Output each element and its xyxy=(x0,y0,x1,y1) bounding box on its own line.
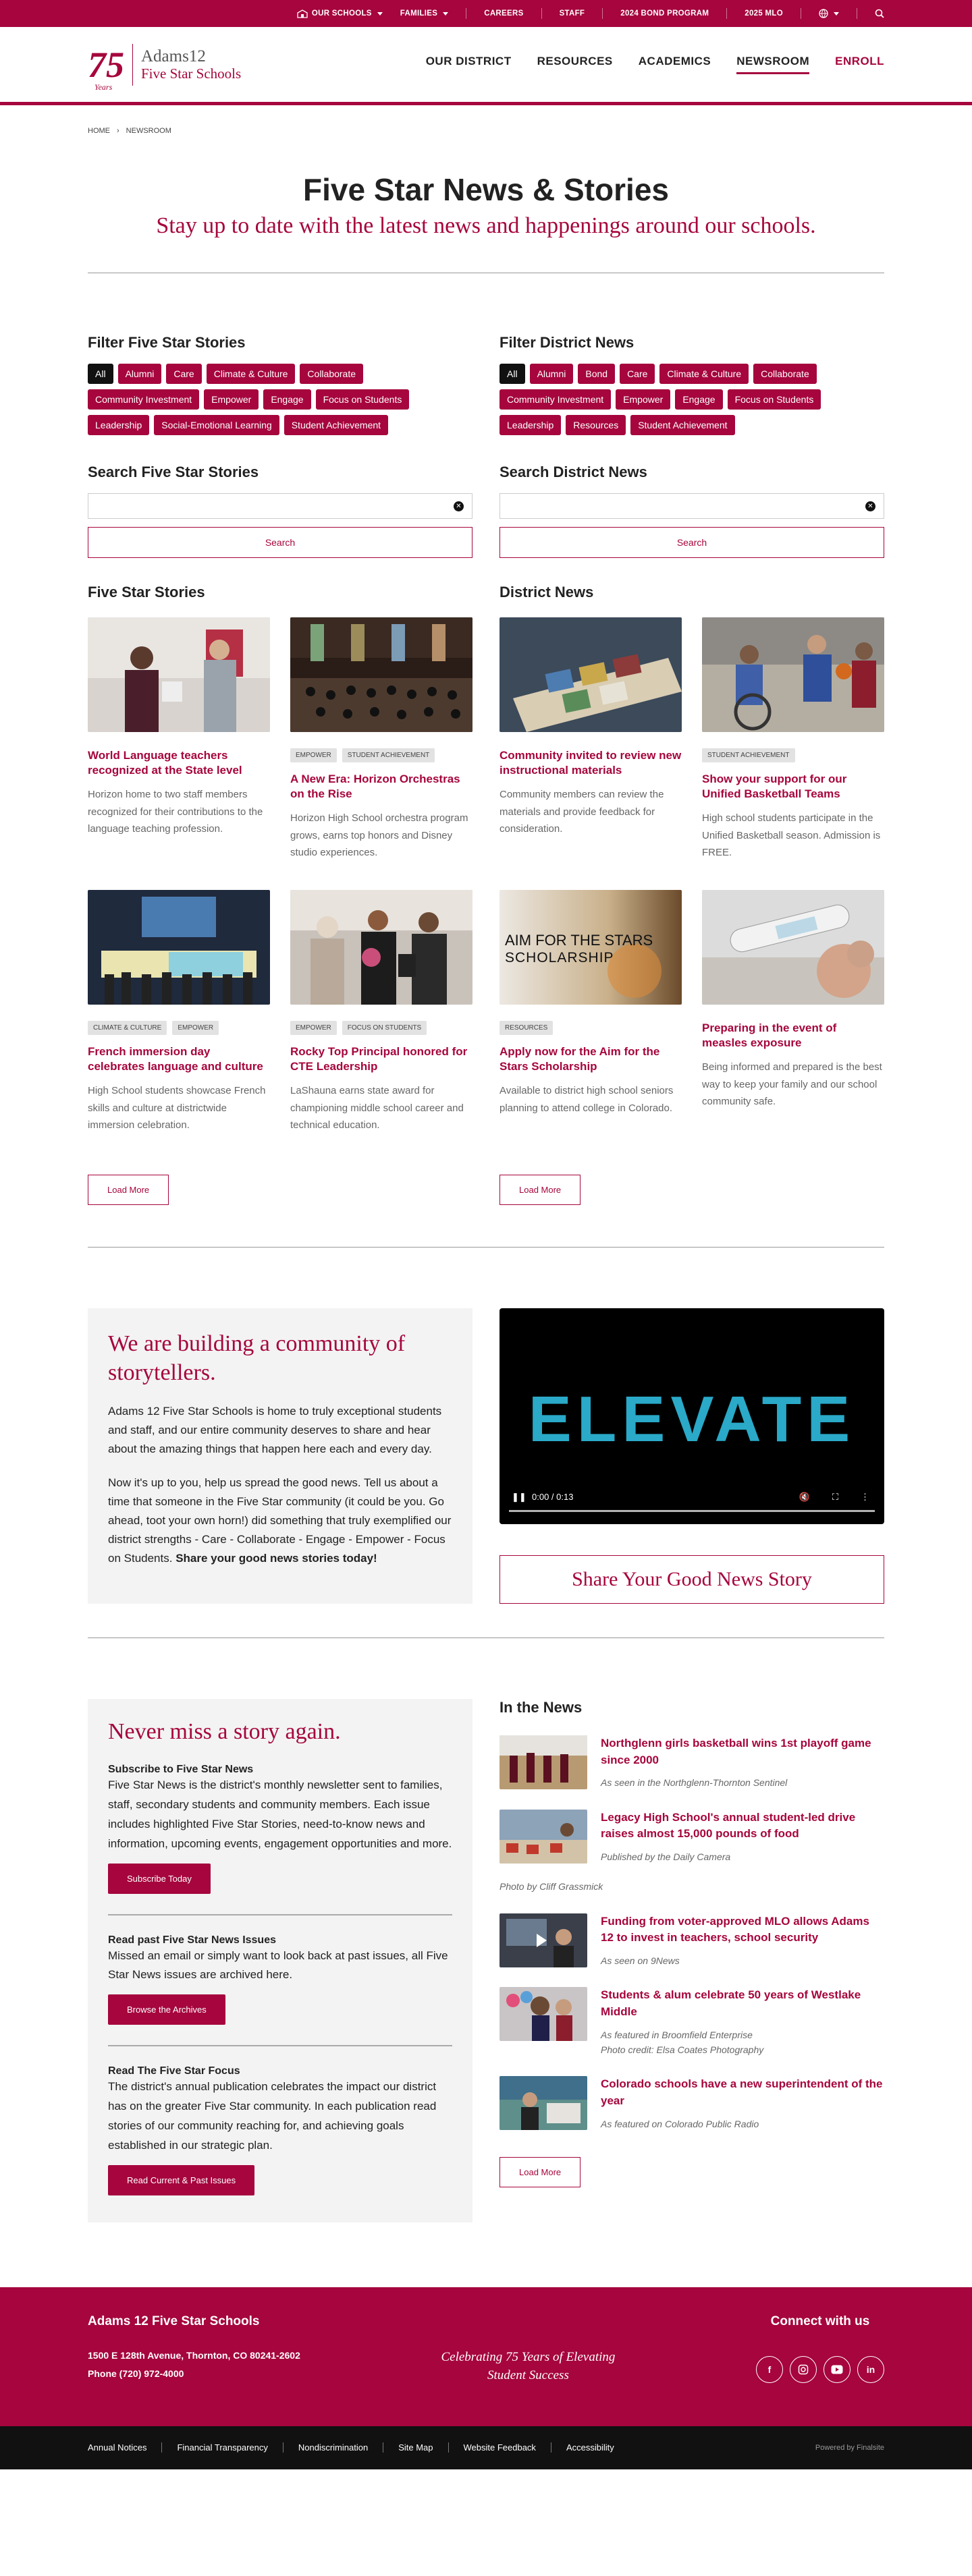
footer-link-site-map[interactable]: Site Map xyxy=(383,2442,448,2453)
news-desc: Being informed and prepared is the best way to keep your family and our school community safe. xyxy=(702,1061,882,1108)
search-input[interactable] xyxy=(88,493,473,519)
footer-link-financial[interactable]: Financial Transparency xyxy=(161,2442,282,2453)
filter-tag-sel[interactable]: Social-Emotional Learning xyxy=(154,415,279,435)
news-card[interactable] xyxy=(500,890,682,1163)
logo-line-1: Adams12 xyxy=(141,47,206,66)
nav-enroll[interactable]: ENROLL xyxy=(835,55,884,67)
news-item-title[interactable]: Funding from voter-approved MLO allows Adams 12 to invest in teachers, school security xyxy=(601,1914,869,1944)
filter-tag-community-investment[interactable]: Community Investment xyxy=(500,389,611,410)
storytellers-section xyxy=(0,1308,972,1604)
filter-title: Filter Five Star Stories xyxy=(88,334,246,351)
footer-link-annual-notices[interactable]: Annual Notices xyxy=(88,2442,147,2453)
news-thumbnail xyxy=(500,1810,587,1864)
news-item[interactable] xyxy=(500,1987,884,2057)
story-card[interactable] xyxy=(290,890,473,1163)
video-controls xyxy=(500,1484,884,1524)
district-news xyxy=(500,584,884,1205)
school-building-icon xyxy=(297,9,308,18)
search-button[interactable]: Search xyxy=(500,527,884,558)
logo-line-2: Five Star Schools xyxy=(141,65,242,82)
news-thumbnail xyxy=(500,1913,587,1967)
filter-tag-alumni[interactable]: Alumni xyxy=(530,364,574,384)
chevron-right-icon: › xyxy=(117,127,119,135)
mlo-link[interactable]: 2025 MLO xyxy=(745,9,783,18)
video-time: 0:00 / 0:13 xyxy=(532,1492,574,1502)
nav-our-district[interactable]: OUR DISTRICT xyxy=(425,55,512,67)
filter-tag-resources[interactable]: Resources xyxy=(566,415,626,435)
play-icon[interactable]: ❚❚ xyxy=(512,1492,526,1502)
news-thumbnail xyxy=(500,1735,587,1789)
story-title[interactable]: French immersion day celebrates language and culture xyxy=(88,1045,263,1073)
news-item-text xyxy=(601,1987,884,2057)
filter-tag-all[interactable]: All xyxy=(88,364,113,384)
footer-address: 1500 E 128th Avenue, Thornton, CO 80241-2602 xyxy=(88,2349,300,2361)
story-title[interactable]: World Language teachers recognized at the State level xyxy=(88,749,242,777)
news-item-source: As seen in the Northglenn-Thornton Sentinel xyxy=(601,1777,788,1789)
nav-newsroom[interactable]: NEWSROOM xyxy=(736,55,809,74)
news-desc: Community members can review the materials and provide feedback for consideration. xyxy=(500,789,664,835)
video-player[interactable] xyxy=(500,1308,884,1524)
linkedin-icon[interactable]: in xyxy=(857,2356,884,2383)
news-item[interactable] xyxy=(500,2076,884,2131)
news-item-credit: Photo credit: Elsa Coates Photography xyxy=(601,2044,764,2056)
story-image xyxy=(290,617,473,732)
footer-tagline xyxy=(441,2348,615,2426)
district-filter xyxy=(500,334,884,558)
section-divider xyxy=(88,1637,884,1638)
hero xyxy=(0,135,972,239)
filter-tag-alumni[interactable]: Alumni xyxy=(118,364,162,384)
subscribe-button[interactable]: Subscribe Today xyxy=(108,1864,211,1894)
focus-body: The district's annual publication celebrates the impact our district has on the greater Five Star community. In each publication read stories of our community reaching for, and achieving goals established in our strategic plan. xyxy=(108,2080,437,2152)
story-badge[interactable]: EMPOWER xyxy=(172,1021,219,1035)
filter-tag-focus-on-students[interactable]: Focus on Students xyxy=(316,389,410,410)
filter-title: Filter District News xyxy=(500,334,634,351)
newsletter-title: Never miss a story again. xyxy=(108,1719,341,1744)
logo-wordmark xyxy=(141,48,241,80)
news-item-title[interactable]: Legacy High School's annual student-led drive raises almost 15,000 pounds of food xyxy=(601,1810,856,1841)
divider xyxy=(602,8,603,19)
news-badges xyxy=(702,748,884,762)
search-title: Search District News xyxy=(500,464,647,480)
search-title: Search Five Star Stories xyxy=(88,464,259,480)
section-title: Five Star Stories xyxy=(88,584,205,600)
bottom-bar xyxy=(0,2426,972,2469)
storytellers-box xyxy=(88,1308,473,1604)
news-image xyxy=(702,890,884,1005)
staff-link[interactable]: STAFF xyxy=(559,9,585,18)
news-badges xyxy=(500,1021,682,1035)
story-image xyxy=(88,617,270,732)
main-nav xyxy=(426,55,884,74)
storytellers-title: We are building a community of storytellers. xyxy=(108,1331,406,1385)
search-input[interactable] xyxy=(500,493,884,519)
browse-archives-button[interactable]: Browse the Archives xyxy=(108,1994,225,2025)
footer-social xyxy=(756,2314,884,2426)
past-issues-body: Missed an email or simply want to look back at past issues, all Five Star News issues are archived here. xyxy=(108,1949,448,1982)
video-progress-bar[interactable] xyxy=(509,1510,875,1512)
footer-tagline-line-1: Celebrating 75 Years of Elevating xyxy=(441,2349,616,2364)
video-title-card: ELEVATE xyxy=(528,1383,856,1455)
scholarship-image-line-1: AIM FOR THE STARS xyxy=(505,932,653,949)
filter-tag-collaborate[interactable]: Collaborate xyxy=(753,364,817,384)
breadcrumb xyxy=(0,105,972,135)
story-badges xyxy=(290,748,473,762)
footer-link-feedback[interactable]: Website Feedback xyxy=(448,2442,551,2453)
section-divider xyxy=(88,1247,884,1248)
news-item-source: As seen on 9News xyxy=(601,1955,680,1967)
filter-tag-empower[interactable]: Empower xyxy=(204,389,259,410)
chevron-down-icon xyxy=(377,12,383,16)
social-icon-list xyxy=(756,2356,884,2383)
filters-section xyxy=(0,334,972,558)
news-card[interactable] xyxy=(500,617,682,890)
five-star-filter xyxy=(88,334,473,558)
filter-tag-engage[interactable]: Engage xyxy=(675,389,722,410)
footer-link-accessibility[interactable]: Accessibility xyxy=(551,2442,629,2453)
load-more-button[interactable]: Load More xyxy=(88,1175,169,1205)
footer-phone[interactable]: Phone (720) 972-4000 xyxy=(88,2368,184,2379)
load-more-button[interactable]: Load More xyxy=(500,2157,580,2187)
site-footer xyxy=(0,2287,972,2426)
story-badges xyxy=(290,1021,473,1035)
nav-resources[interactable]: RESOURCES xyxy=(537,55,613,67)
news-title[interactable]: Preparing in the event of measles exposure xyxy=(702,1021,837,1050)
in-the-news xyxy=(500,1699,884,2222)
news-item[interactable] xyxy=(500,1735,884,1791)
instagram-icon[interactable] xyxy=(790,2356,817,2383)
careers-link[interactable]: CAREERS xyxy=(484,9,524,18)
filter-tag-bond[interactable]: Bond xyxy=(578,364,615,384)
filter-tag-climate-culture[interactable]: Climate & Culture xyxy=(659,364,749,384)
mute-icon[interactable]: 🔇 xyxy=(799,1492,810,1502)
main-header xyxy=(0,27,972,105)
news-item-title[interactable]: Colorado schools have a new superintendent of the year xyxy=(601,2077,883,2108)
language-menu[interactable] xyxy=(819,9,839,18)
video-column xyxy=(500,1308,884,1604)
powered-by[interactable]: Powered by Finalsite xyxy=(815,2443,884,2452)
filter-tag-climate-culture[interactable]: Climate & Culture xyxy=(207,364,296,384)
filter-tag-all[interactable]: All xyxy=(500,364,525,384)
storytellers-body: Now it's up to you, help us spread the good news. Tell us about a time that someone in the Five Star community (it could be you. Go ahead, toot your own horn!) did something that truly exemplified our district strengths - Care - Collaborate - Engage - Empower - Focus on Students. xyxy=(108,1476,452,1565)
news-item-source: Published by the Daily Camera xyxy=(601,1851,731,1862)
news-badge[interactable]: STUDENT ACHIEVEMENT xyxy=(702,748,795,762)
divider xyxy=(541,8,542,19)
news-card[interactable] xyxy=(702,617,884,890)
footer-contact xyxy=(88,2314,300,2426)
filter-tag-list xyxy=(88,364,473,435)
anniversary-number: 75 xyxy=(88,44,124,85)
story-desc: High School students showcase French skills and culture at districtwide immersion celebration. xyxy=(88,1085,266,1131)
clear-icon[interactable]: ✕ xyxy=(865,501,875,511)
story-badge[interactable]: STUDENT ACHIEVEMENT xyxy=(342,748,435,762)
footer-tagline-line-2: Student Success xyxy=(487,2368,569,2383)
filter-tag-student-achievement[interactable]: Student Achievement xyxy=(630,415,734,435)
news-image xyxy=(500,617,682,732)
anniversary-mark xyxy=(88,44,124,92)
news-desc: Available to district high school seniors planning to attend college in Colorado. xyxy=(500,1085,674,1114)
our-schools-menu[interactable] xyxy=(297,9,383,18)
read-issues-button[interactable]: Read Current & Past Issues xyxy=(108,2165,254,2195)
filter-tag-focus-on-students[interactable]: Focus on Students xyxy=(728,389,821,410)
page-subtitle: Stay up to date with the latest news and happenings around our schools. xyxy=(156,213,816,238)
youtube-icon[interactable] xyxy=(824,2356,850,2383)
news-item-source-text: As featured in Broomfield Enterprise xyxy=(601,2029,753,2040)
filter-tag-engage[interactable]: Engage xyxy=(263,389,310,410)
five-star-stories xyxy=(88,584,473,1205)
filter-tag-leadership[interactable]: Leadership xyxy=(500,415,561,435)
storytellers-cta: Share your good news stories today! xyxy=(176,1552,377,1565)
share-story-button[interactable]: Share Your Good News Story xyxy=(500,1555,884,1604)
news-title[interactable]: Show your support for our Unified Basketball Teams xyxy=(702,773,847,801)
news-badge[interactable]: RESOURCES xyxy=(500,1021,553,1035)
news-item[interactable] xyxy=(500,1810,884,1865)
families-menu[interactable] xyxy=(400,9,448,18)
breadcrumb-home[interactable]: HOME xyxy=(88,127,110,135)
story-desc: Horizon home to two staff members recognized for their contributions to the language teaching profession. xyxy=(88,789,263,835)
news-item-title[interactable]: Northglenn girls basketball wins 1st playoff game since 2000 xyxy=(601,1737,871,1766)
subscribe-heading: Subscribe to Five Star News xyxy=(108,1764,254,1775)
clear-icon[interactable]: ✕ xyxy=(454,501,464,511)
news-item-text xyxy=(601,1810,884,1865)
filter-tag-list xyxy=(500,364,884,435)
story-badges xyxy=(88,1021,270,1035)
photo-credit: Photo by Cliff Grassmick xyxy=(500,1881,603,1893)
logo-divider xyxy=(132,44,133,86)
section-title: In the News xyxy=(500,1699,583,1716)
district-logo[interactable] xyxy=(88,44,242,92)
newsletter-section xyxy=(0,1699,972,2222)
story-title[interactable]: A New Era: Horizon Orchestras on the Rise xyxy=(290,773,460,801)
subscribe-body: Five Star News is the district's monthly newsletter sent to families, staff, secondary students and community members. Each issue includes highlighted Five Star Stories, need-to-know news and information, upcoming events, engagement opportunities and more. xyxy=(108,1779,452,1850)
load-more-button[interactable]: Load More xyxy=(500,1175,580,1205)
newsletter-box xyxy=(88,1699,473,2222)
news-desc: High school students participate in the Unified Basketball season. Admission is FREE. xyxy=(702,812,881,859)
past-issues-heading: Read past Five Star News Issues xyxy=(108,1934,276,1946)
story-title[interactable]: Rocky Top Principal honored for CTE Leadership xyxy=(290,1045,468,1073)
chevron-down-icon xyxy=(834,12,839,16)
filter-tag-leadership[interactable]: Leadership xyxy=(88,415,149,435)
filter-tag-community-investment[interactable]: Community Investment xyxy=(88,389,199,410)
news-title[interactable]: Community invited to review new instructional materials xyxy=(500,749,682,777)
news-item[interactable] xyxy=(500,1913,884,1969)
filter-tag-student-achievement[interactable]: Student Achievement xyxy=(284,415,388,435)
fullscreen-icon[interactable]: ⛶ xyxy=(832,1492,838,1502)
story-desc: Horizon High School orchestra program grows, earns top honors and Disney studio experiences. xyxy=(290,812,468,859)
news-image xyxy=(702,617,884,732)
news-item-source xyxy=(601,2027,884,2058)
news-thumbnail xyxy=(500,1987,587,2041)
divider xyxy=(108,2045,452,2046)
page-title: Five Star News & Stories xyxy=(303,172,669,207)
story-desc: LaShauna earns state award for championing middle school career and technical education. xyxy=(290,1085,464,1131)
connect-heading: Connect with us xyxy=(770,2314,870,2328)
chevron-down-icon xyxy=(443,12,448,16)
story-badge[interactable]: FOCUS ON STUDENTS xyxy=(342,1021,427,1035)
news-card[interactable] xyxy=(702,890,884,1163)
filter-tag-empower[interactable]: Empower xyxy=(616,389,670,410)
story-card[interactable] xyxy=(88,617,270,890)
story-badge[interactable]: EMPOWER xyxy=(290,748,337,762)
news-title[interactable]: Apply now for the Aim for the Stars Scholarship xyxy=(500,1045,660,1073)
search-button[interactable]: Search xyxy=(88,527,473,558)
news-item-text xyxy=(601,1735,884,1791)
news-item-text xyxy=(601,1913,884,1969)
filter-tag-collaborate[interactable]: Collaborate xyxy=(300,364,363,384)
divider xyxy=(726,8,727,19)
our-schools-label: OUR SCHOOLS xyxy=(311,9,372,18)
story-badge[interactable]: CLIMATE & CULTURE xyxy=(88,1021,167,1035)
globe-icon xyxy=(819,9,828,18)
story-card[interactable] xyxy=(290,617,473,890)
story-image xyxy=(290,890,473,1005)
section-title: District News xyxy=(500,584,594,600)
search-button[interactable] xyxy=(875,9,884,18)
stories-section xyxy=(0,584,972,1205)
story-image xyxy=(88,890,270,1005)
story-badge[interactable]: EMPOWER xyxy=(290,1021,337,1035)
facebook-icon[interactable]: f xyxy=(756,2356,783,2383)
breadcrumb-current: NEWSROOM xyxy=(126,127,171,135)
footer-address-block xyxy=(88,2347,300,2382)
storytellers-paragraph-2 xyxy=(108,1474,452,1568)
story-card[interactable] xyxy=(88,890,270,1163)
families-label: FAMILIES xyxy=(400,9,438,18)
filter-tag-care[interactable]: Care xyxy=(620,364,655,384)
search-icon xyxy=(875,9,884,18)
footer-link-nondiscrimination[interactable]: Nondiscrimination xyxy=(283,2442,383,2453)
storytellers-paragraph: Adams 12 Five Star Schools is home to truly exceptional students and staff, and our entire community deserves to share and hear about the amazing things that happen here each and every day. xyxy=(108,1405,442,1456)
nav-academics[interactable]: ACADEMICS xyxy=(638,55,711,67)
scholarship-image-line-2: SCHOLARSHIP xyxy=(505,950,614,966)
news-thumbnail xyxy=(500,2076,587,2130)
news-image xyxy=(500,890,682,1005)
news-item-text xyxy=(601,2076,884,2131)
divider xyxy=(108,1914,452,1915)
news-item-source: As featured on Colorado Public Radio xyxy=(601,2118,759,2129)
footer-org-name: Adams 12 Five Star Schools xyxy=(88,2314,260,2328)
bond-program-link[interactable]: 2024 BOND PROGRAM xyxy=(620,9,709,18)
filter-tag-care[interactable]: Care xyxy=(166,364,201,384)
news-item-title[interactable]: Students & alum celebrate 50 years of Westlake Middle xyxy=(601,1988,861,2019)
focus-heading: Read The Five Star Focus xyxy=(108,2065,240,2077)
anniversary-word: Years xyxy=(94,82,113,92)
more-icon[interactable]: ⋮ xyxy=(861,1492,869,1502)
utility-bar xyxy=(0,0,972,27)
